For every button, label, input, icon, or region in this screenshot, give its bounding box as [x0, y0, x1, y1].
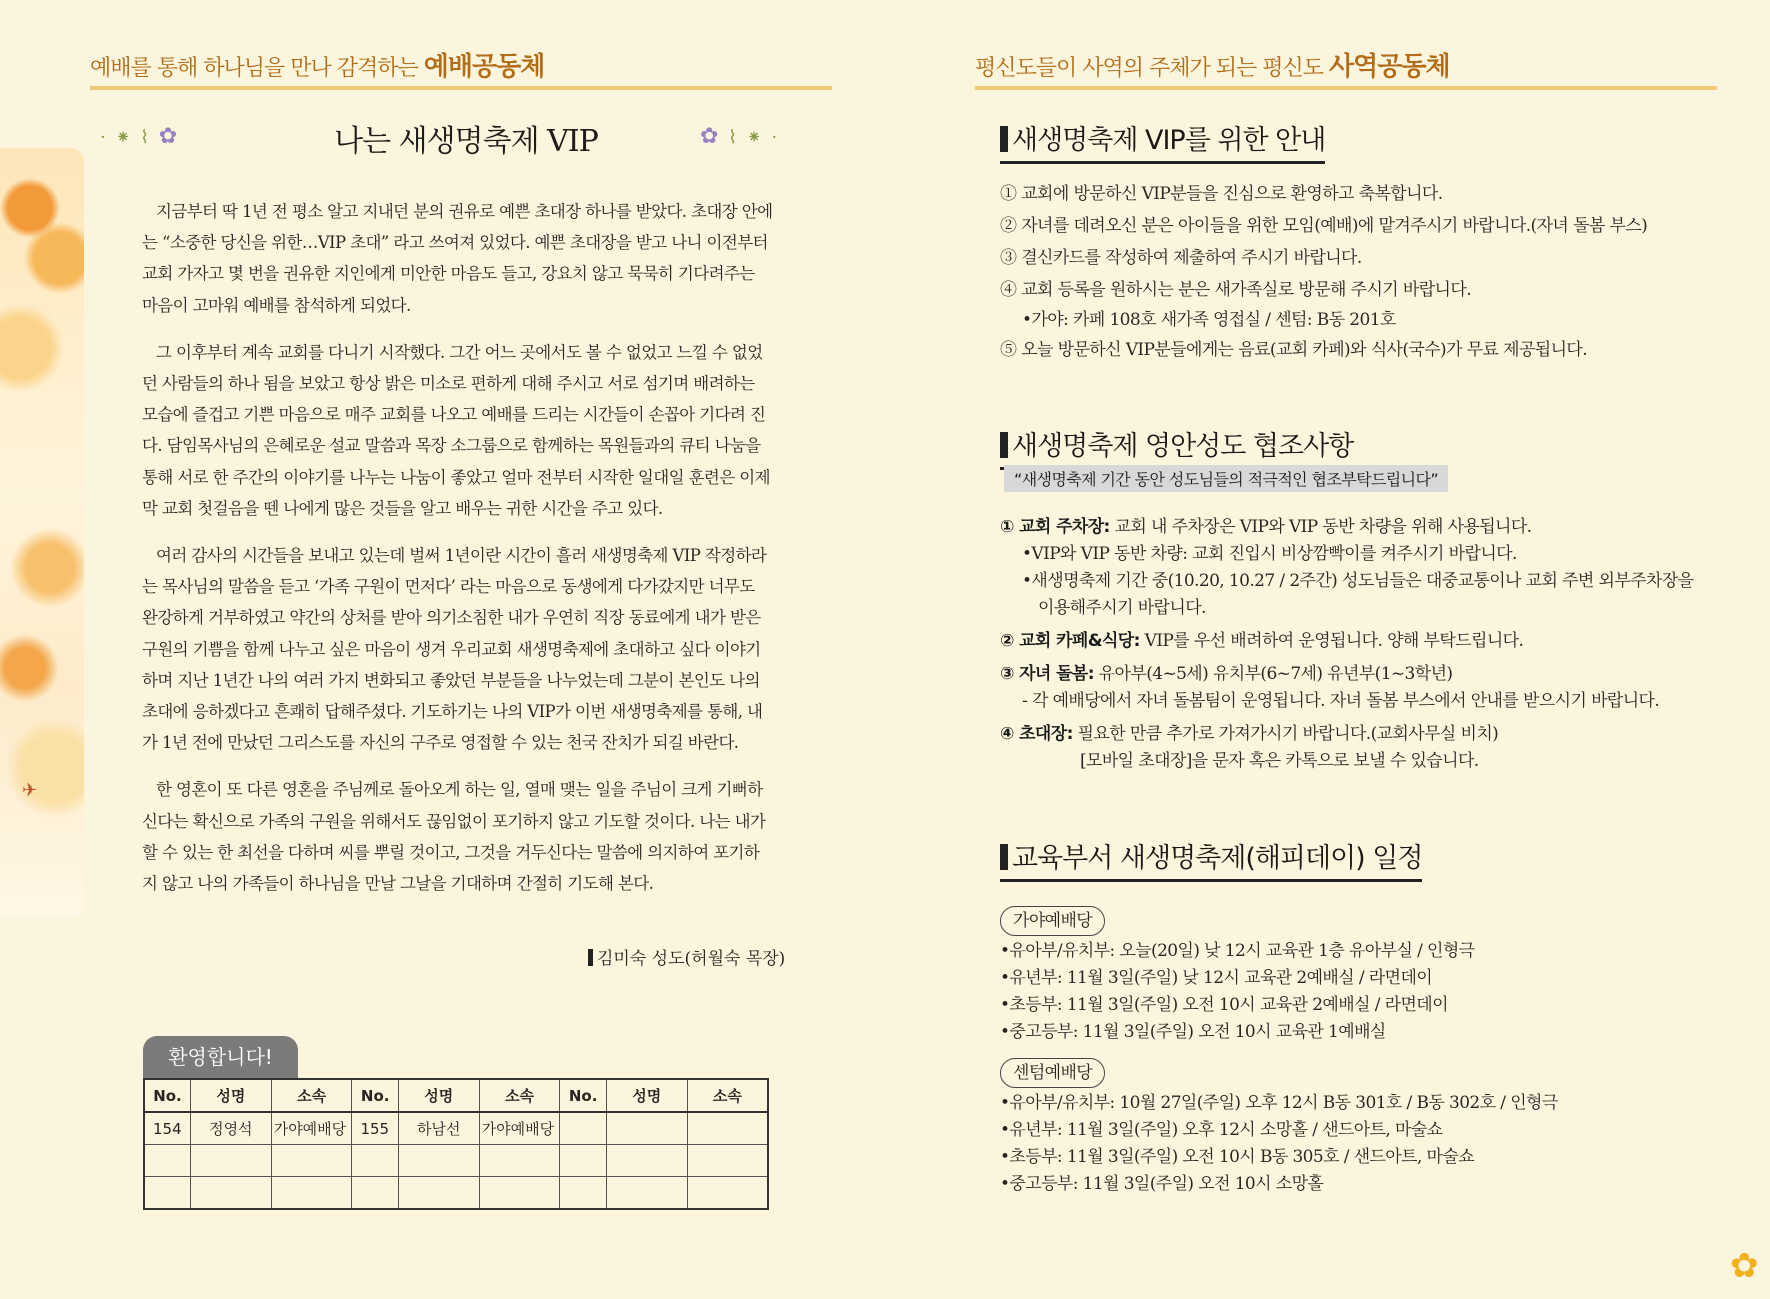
table-cell	[352, 1177, 398, 1210]
list-item	[1000, 661, 1720, 688]
col-no: No.	[352, 1079, 398, 1112]
list-subitem: - 각 예배당에서 자녀 돌봄팀이 운영됩니다. 자녀 돌봄 부스에서 안내를 받으시기 바랍니다.	[1022, 691, 1660, 711]
col-name: 성명	[398, 1079, 479, 1112]
article-title: 나는 새생명축제 VIP	[334, 124, 598, 159]
table-cell	[560, 1177, 606, 1210]
table-cell	[687, 1112, 768, 1145]
table-cell: 가야예배당	[271, 1112, 352, 1145]
table-cell: 154	[144, 1112, 190, 1145]
list-item: ③ 결신카드를 작성하여 제출하여 주시기 바랍니다.	[1000, 248, 1362, 268]
list-item	[1000, 721, 1720, 748]
welcome-tab: 환영합니다!	[143, 1036, 298, 1078]
table-cell	[687, 1145, 768, 1177]
vip-guide-heading-text: 새생명축제 VIP를 위한 안내	[1012, 125, 1326, 156]
parking-label: ① 교회 주차장:	[1000, 517, 1110, 537]
cafe-label: ② 교회 카페&식당:	[1000, 631, 1140, 651]
col-affiliation: 소속	[687, 1079, 768, 1112]
table-cell	[479, 1145, 560, 1177]
left-section-main: 예배공동체	[423, 52, 545, 82]
table-row	[144, 1145, 768, 1177]
col-name: 성명	[190, 1079, 271, 1112]
cooperation-list	[1000, 514, 1720, 775]
list-subitem-cont: 이용해주시기 바랍니다.	[1038, 598, 1206, 618]
heading-bar-icon	[1000, 126, 1008, 152]
list-subitem: [모바일 초대장]을 문자 혹은 카톡으로 보낼 수 있습니다.	[1080, 751, 1479, 771]
table-cell	[398, 1177, 479, 1210]
schedule-heading-text: 교육부서 새생명축제(해피데이) 일정	[1012, 843, 1423, 874]
list-subitem: •가야: 카페 108호 새가족 영접실 / 센텀: B동 201호	[1022, 310, 1396, 330]
right-section-main: 사역공동체	[1329, 52, 1450, 82]
table-header-row	[144, 1079, 768, 1112]
list-item: •중고등부: 11월 3일(주일) 오전 10시 소망홀	[1000, 1174, 1324, 1194]
list-item: •유아부/유치부: 10월 27일(주일) 오후 12시 B동 301호 / B동 302호 / 인형극	[1000, 1093, 1558, 1113]
table-cell	[398, 1145, 479, 1177]
schedule-list	[1000, 900, 1720, 1198]
heading-bar-icon	[1000, 844, 1008, 870]
table-cell	[560, 1112, 606, 1145]
right-section-header	[975, 46, 1717, 90]
list-subitem: •VIP와 VIP 동반 차량: 교회 진입시 비상깜빡이를 켜주시기 바랍니다.	[1022, 544, 1517, 564]
article-paragraph: 여러 감사의 시간들을 보내고 있는데 벌써 1년이란 시간이 흘러 새생명축제 VIP 작정하라는 목사님의 말씀을 듣고 ‘가족 구원이 먼저다’ 라는 마음으로 동생에게 다가갔지만 너무도 완강하게 거부하였고 약간의 상처를 받아 의기소침한 내가 우연히 직장 동료에게 내가 받은 구원의 기쁨을 함께 나누고 싶은 마음이 생겨 우리교회 새생명축제에 초대하고 싶다 이야기하며 지난 1년간 나의 여러 가지 변화되고 좋았던 부분들을 나누었는데 그분이 본인도 나의 초대에 응하겠다고 흔쾌히 답해주셨다. 기도하기는 나의 VIP가 이번 새생명축제를 통해, 내가 1년 전에 만났던 그리스도를 자신의 구주로 영접할 수 있는 천국 잔치가 되길 바란다.	[142, 546, 767, 753]
list-item: •유아부/유치부: 오늘(20일) 낮 12시 교육관 1층 유아부실 / 인형극	[1000, 941, 1475, 961]
cooperation-quote: “새생명축제 기간 동안 성도님들의 적극적인 협조부탁드립니다”	[1004, 465, 1448, 492]
list-subitem: •새생명축제 기간 중(10.20, 10.27 / 2주간) 성도님들은 대중교통이나 교회 주변 외부주차장을	[1022, 571, 1694, 591]
col-affiliation: 소속	[271, 1079, 352, 1112]
signature-bar-icon	[588, 949, 593, 966]
table-cell	[606, 1145, 687, 1177]
table-cell: 하남선	[398, 1112, 479, 1145]
col-name: 성명	[606, 1079, 687, 1112]
signature-text: 김미숙 성도(허월숙 목장)	[597, 949, 786, 969]
article-paragraph: 지금부터 딱 1년 전 평소 알고 지내던 분의 권유로 예쁜 초대장 하나를 받았다. 초대장 안에는 “소중한 당신을 위한…VIP 초대” 라고 쓰여져 있었다. 예쁜 초대장을 받고 나니 이전부터 교회 가자고 몇 번을 권유한 지인에게 미안한 마음도 들고, 강요치 않고 묵묵히 기다려주는 마음이 고마워 예배를 참석하게 되었다.	[142, 202, 773, 315]
newcomer-table	[143, 1078, 769, 1210]
table-cell: 정영석	[190, 1112, 271, 1145]
article-signature	[588, 944, 785, 969]
list-item	[1000, 628, 1720, 655]
table-cell	[687, 1177, 768, 1210]
article-paragraph: 한 영혼이 또 다른 영혼을 주님께로 돌아오게 하는 일, 열매 맺는 일을 주님이 크게 기뻐하신다는 확신으로 가족의 구원을 위해서도 끊임없이 포기하지 않고 기도할 것이다. 나는 내가 할 수 있는 한 최선을 다하며 씨를 뿌릴 것이고, 그것을 거두신다는 말씀에 의지하여 포기하지 않고 나의 가족들이 하나님을 만날 그날을 기대하며 간절히 기도해 본다.	[142, 780, 766, 894]
table-cell	[271, 1145, 352, 1177]
care-text: 유아부(4~5세) 유치부(6~7세) 유년부(1~3학년)	[1093, 664, 1453, 684]
table-row	[144, 1112, 768, 1145]
left-section-header	[90, 46, 832, 90]
table-cell	[606, 1177, 687, 1210]
list-item: •유년부: 11월 3일(주일) 낮 12시 교육관 2예배실 / 라면데이	[1000, 968, 1433, 988]
cooperation-heading-text: 새생명축제 영안성도 협조사항	[1012, 431, 1354, 462]
flower-branch-right-icon: ✿ ⌇ ⁕ ·	[700, 124, 780, 149]
list-item: ⑤ 오늘 방문하신 VIP분들에게는 음료(교회 카페)와 식사(국수)가 무료 제공됩니다.	[1000, 340, 1588, 360]
cooperation-heading	[1000, 424, 1353, 470]
table-cell	[144, 1177, 190, 1210]
list-item: •초등부: 11월 3일(주일) 오전 10시 B동 305호 / 샌드아트, 마술쇼	[1000, 1147, 1475, 1167]
care-label: ③ 자녀 돌봄:	[1000, 664, 1094, 684]
table-cell	[190, 1145, 271, 1177]
testimony-article	[142, 196, 774, 915]
table-cell	[144, 1145, 190, 1177]
table-row	[144, 1177, 768, 1210]
table-cell	[560, 1145, 606, 1177]
dragonfly-icon: ✈	[22, 780, 38, 801]
vip-guide-list	[1000, 178, 1720, 366]
vip-guide-heading	[1000, 118, 1325, 164]
right-section-prefix: 평신도들이 사역의 주체가 되는 평신도	[975, 56, 1329, 81]
centum-badge: 센텀예배당	[1000, 1058, 1105, 1088]
corner-flower-icon: ✿	[1730, 1246, 1759, 1286]
heading-bar-icon	[1000, 432, 1008, 458]
autumn-tree-illustration	[0, 148, 84, 918]
left-section-prefix: 예배를 통해 하나님을 만나 감격하는	[90, 56, 424, 81]
list-item: ④ 교회 등록을 원하시는 분은 새가족실로 방문해 주시기 바랍니다.	[1000, 280, 1472, 300]
col-no: No.	[144, 1079, 190, 1112]
cafe-text: VIP를 우선 배려하여 운영됩니다. 양해 부탁드립니다.	[1139, 631, 1524, 651]
flower-branch-left-icon: · ⁕ ⌇ ✿	[100, 124, 180, 149]
invite-text: 필요한 만큼 추가로 가져가시기 바랍니다.(교회사무실 비치)	[1072, 724, 1499, 744]
table-cell	[271, 1177, 352, 1210]
table-cell	[479, 1177, 560, 1210]
invite-label: ④ 초대장:	[1000, 724, 1073, 744]
list-item: ② 자녀를 데려오신 분은 아이들을 위한 모임(예배)에 맡겨주시기 바랍니다.(자녀 돌봄 부스)	[1000, 216, 1648, 236]
list-item: •초등부: 11월 3일(주일) 오전 10시 교육관 2예배실 / 라면데이	[1000, 995, 1448, 1015]
list-item: •유년부: 11월 3일(주일) 오후 12시 소망홀 / 샌드아트, 마술쇼	[1000, 1120, 1443, 1140]
list-item: •중고등부: 11월 3일(주일) 오전 10시 교육관 1예배실	[1000, 1022, 1386, 1042]
table-cell: 가야예배당	[479, 1112, 560, 1145]
list-item: ① 교회에 방문하신 VIP분들을 진심으로 환영하고 축복합니다.	[1000, 184, 1443, 204]
table-cell	[352, 1145, 398, 1177]
table-cell: 155	[352, 1112, 398, 1145]
table-cell	[190, 1177, 271, 1210]
col-no: No.	[560, 1079, 606, 1112]
table-cell	[606, 1112, 687, 1145]
gaya-badge: 가야예배당	[1000, 906, 1105, 936]
parking-text: 교회 내 주차장은 VIP와 VIP 동반 차량을 위해 사용됩니다.	[1109, 517, 1532, 537]
article-paragraph: 그 이후부터 계속 교회를 다니기 시작했다. 그간 어느 곳에서도 볼 수 없었고 느낄 수 없었던 사람들의 하나 됨을 보았고 항상 밝은 미소로 편하게 대해 주시고 서로 섬기며 배려하는 모습에 즐겁고 기쁜 마음으로 매주 교회를 나오고 예배를 드리는 시간들이 손꼽아 기다려 진다. 담임목사님의 은혜로운 설교 말씀과 목장 소그룹으로 함께하는 목원들과의 큐티 나눔을 통해 서로 한 주간의 이야기를 나누는 나눔이 좋았고 얼마 전부터 시작한 일대일 훈련은 이제 막 교회 첫걸음을 뗀 나에게 많은 것들을 알고 배우는 귀한 시간을 주고 있다.	[142, 342, 770, 518]
list-item	[1000, 514, 1720, 541]
col-affiliation: 소속	[479, 1079, 560, 1112]
schedule-heading	[1000, 836, 1422, 882]
